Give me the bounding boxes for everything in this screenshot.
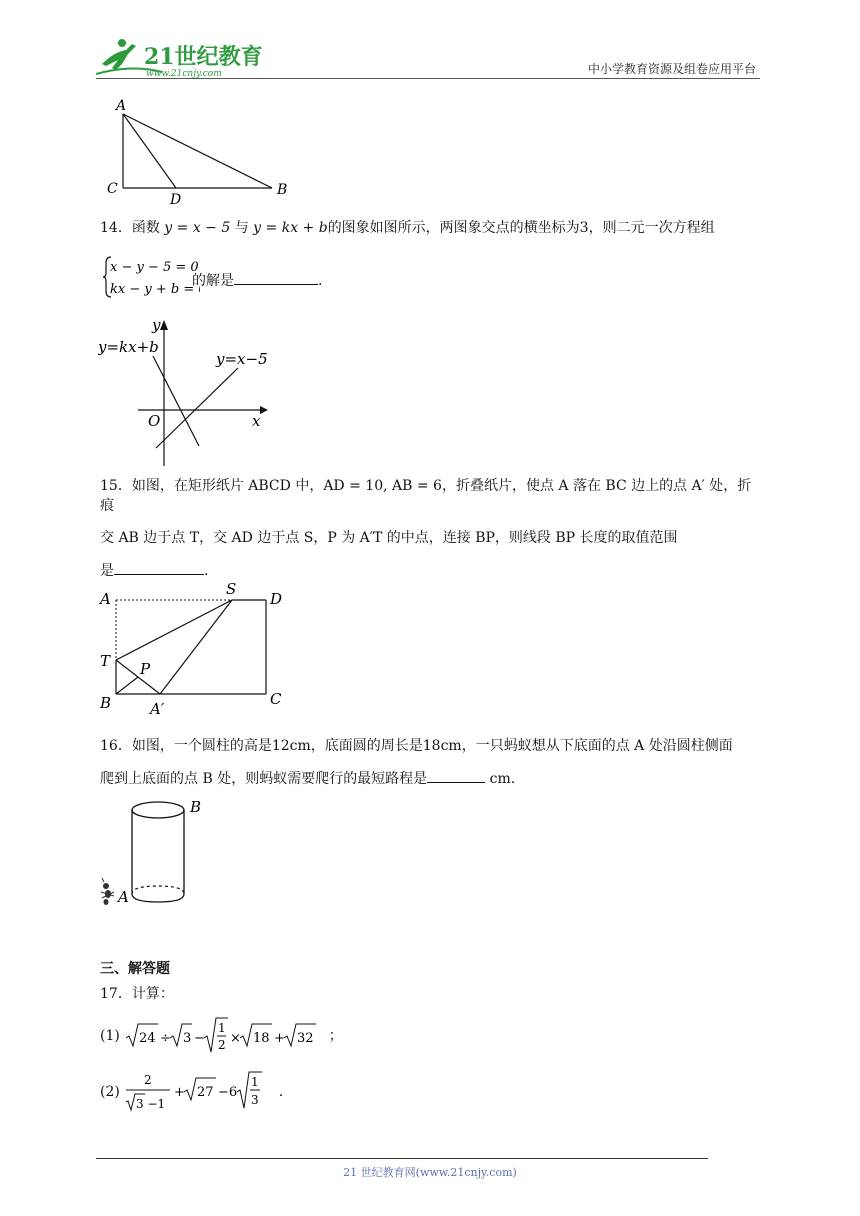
label-C: C <box>270 690 282 708</box>
label-S: S <box>226 580 237 598</box>
svg-text:1: 1 <box>218 1021 226 1035</box>
svg-text:24: 24 <box>139 1031 156 1046</box>
label-line-x5: y=x−5 <box>216 350 268 368</box>
label-line-kxb: y=kx+b <box>98 338 159 356</box>
label-B: B <box>100 694 112 712</box>
question-17-part-2: (2) 2 3 −1 + 27 −6 1 3 . <box>100 1070 283 1114</box>
label-C: C <box>107 181 118 197</box>
label-D: D <box>270 590 283 608</box>
svg-text:3: 3 <box>183 1031 192 1046</box>
logo-url: www.21cnjy.com <box>146 69 222 79</box>
label-origin: O <box>148 412 161 430</box>
question-15: 15．如图，在矩形纸片 ABCD 中，AD = 10, AB = 6，折叠纸片，使点 A 落在 BC 边上的点 A′ 处，折痕 交 AB 边于点 T，交 AD 边于点 S，P 为 A′T 的中点，连接 BP，则线段 BP 长度的取值范围 是 . <box>100 478 752 579</box>
svg-text:27: 27 <box>197 1085 214 1100</box>
figure-16-cylinder <box>96 796 216 920</box>
label-A: A <box>100 590 111 608</box>
figure-14-graph <box>98 316 278 472</box>
svg-text:3 −1: 3 −1 <box>136 1097 166 1111</box>
expression-1 <box>124 1016 324 1056</box>
svg-text:3: 3 <box>251 1093 259 1107</box>
question-16: 16．如图，一个圆柱的高是12cm，底面圆的周长是18cm，一只蚂蚁想从下底面的点 A 处沿圆柱侧面 爬到上底面的点 B 处，则蚂蚁需要爬行的最短路程是 cm. <box>100 738 733 787</box>
question-14: 14．函数 y = x − 5 与 y = kx + b的图象如图所示，两图象交点的横坐标为3，则二元一次方程组 <box>100 220 715 236</box>
label-y-axis: y <box>152 316 161 334</box>
header-divider <box>96 78 760 79</box>
logo-title: 21世纪教育 <box>144 44 262 70</box>
svg-text:×: × <box>230 1031 242 1046</box>
svg-text:−6: −6 <box>218 1085 238 1100</box>
section-heading: 三、解答题 <box>100 961 170 977</box>
ant-icon <box>101 878 114 905</box>
question-14-tail: 的解是 . <box>192 270 322 291</box>
figure-15-rectangle <box>96 580 296 720</box>
figure-13-triangle <box>100 94 300 208</box>
label-B: B <box>277 182 288 198</box>
label-P: P <box>140 660 151 678</box>
site-logo <box>92 34 262 80</box>
expression-2 <box>124 1070 274 1114</box>
label-A: A <box>118 888 129 906</box>
answer-blank-16[interactable] <box>427 768 485 783</box>
footer-divider <box>96 1158 708 1159</box>
svg-text:+: + <box>274 1031 286 1046</box>
svg-text:18: 18 <box>253 1031 270 1046</box>
svg-text:+: + <box>174 1085 186 1100</box>
label-x-axis: x <box>252 412 261 430</box>
svg-text:2: 2 <box>218 1038 226 1052</box>
svg-text:2: 2 <box>144 1073 152 1087</box>
answer-blank-14[interactable] <box>234 270 318 285</box>
header-platform-text: 中小学教育资源及组卷应用平台 <box>587 62 756 76</box>
equation-1: x − y − 5 = 0 <box>110 260 199 275</box>
svg-text:1: 1 <box>251 1075 259 1089</box>
label-A: A <box>116 98 127 114</box>
label-B: B <box>190 798 202 816</box>
answer-blank-15[interactable] <box>114 560 204 575</box>
footer-text[interactable]: 21 世纪教育网(www.21cnjy.com) <box>343 1166 517 1179</box>
label-D: D <box>170 192 182 204</box>
question-17: 17．计算： <box>100 986 174 1002</box>
question-17-part-1: (1) 24 ÷ 3 − 1 2 × 18 + 32 ； <box>100 1016 343 1056</box>
svg-text:÷: ÷ <box>160 1031 172 1046</box>
function-1: y = x − 5 <box>164 220 231 236</box>
svg-text:32: 32 <box>297 1031 314 1046</box>
label-T: T <box>100 652 111 670</box>
label-A-prime: A′ <box>150 700 165 716</box>
equation-2: kx − y + b = 0 <box>110 282 200 297</box>
equation-system <box>100 255 200 299</box>
svg-text:−: − <box>194 1031 206 1046</box>
function-2: y = kx + b <box>253 220 328 236</box>
